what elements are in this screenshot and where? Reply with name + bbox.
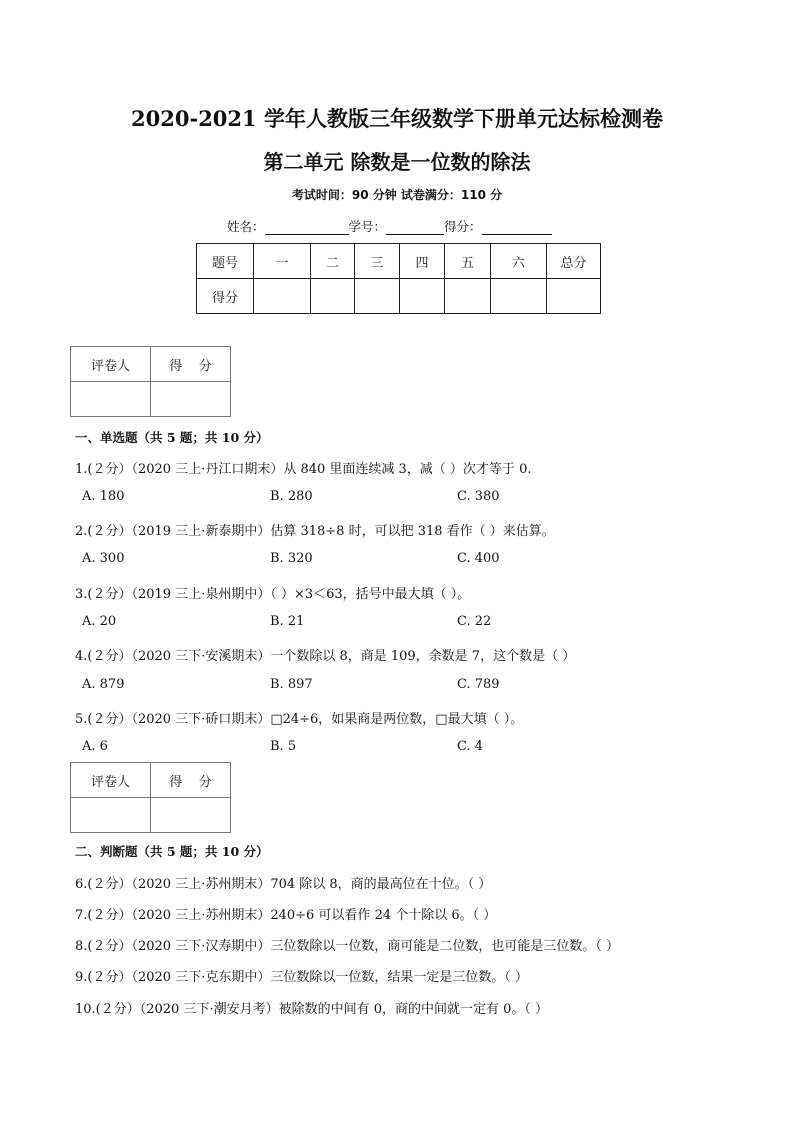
score-cell[interactable] [400,279,445,314]
grader-score-cell[interactable] [151,382,231,417]
page-subtitle: 第二单元 除数是一位数的除法 [263,150,531,174]
grader-label: 评卷人 [71,763,151,798]
question-8: 8.(２分）（2020 三下·汉寿期中）三位数除以一位数，商可能是二位数，也可能是三位数。（ ） [75,939,619,954]
student-info-row [227,217,552,235]
option-a[interactable]: A. 20 [82,614,117,629]
score-table-header-cell: 三 [355,244,400,279]
page-title: 2020-2021 学年人教版三年级数学下册单元达标检测卷 [131,106,663,131]
question-1: 1.(２分）（2020 三上·丹江口期末）从 840 里面连续减 3，减（ ）次才等于 0. [75,462,532,477]
score-cell[interactable] [491,279,547,314]
grader-name-cell[interactable] [71,798,151,833]
id-label: 学号： [348,219,387,234]
option-b[interactable]: B. 21 [270,614,305,629]
option-a[interactable]: A. 300 [82,551,125,566]
options-4 [82,677,682,695]
score-table-header-cell: 二 [311,244,355,279]
score-table-header-cell: 总分 [547,244,601,279]
option-a[interactable]: A. 180 [82,489,125,504]
question-7: 7.(２分）（2020 三上·苏州期末）240÷6 可以看作 24 个十除以 6。（ ） [75,908,497,923]
exam-info: 考试时间：90 分钟 试卷满分：110 分 [291,188,503,202]
option-c[interactable]: C. 380 [457,489,500,504]
option-b[interactable]: B. 320 [270,551,313,566]
name-field[interactable] [265,220,349,235]
grader-score-label: 得 分 [151,347,231,382]
option-a[interactable]: A. 879 [82,677,125,692]
question-6: 6.(２分）（2020 三上·苏州期末）704 除以 8，商的最高位在十位。（ ） [75,877,492,892]
section-heading: 一、单选题（共 5 题；共 10 分） [75,430,269,445]
score-cell[interactable] [547,279,601,314]
score-table-header-cell: 题号 [197,244,254,279]
options-1 [82,489,682,507]
score-table-header-cell: 五 [445,244,491,279]
question-10: 10.(２分）（2020 三下·潮安月考）被除数的中间有 0，商的中间就一定有 0。（ ） [75,1002,549,1017]
option-b[interactable]: B. 280 [270,489,313,504]
score-cell[interactable] [254,279,311,314]
grader-score-label: 得 分 [151,763,231,798]
option-a[interactable]: A. 6 [82,739,108,754]
score-row-label: 得分 [197,279,254,314]
grader-box [70,346,231,417]
options-2 [82,551,682,569]
question-9: 9.(２分）（2020 三下·克东期中）三位数除以一位数，结果一定是三位数。（ ） [75,970,528,985]
score-cell[interactable] [311,279,355,314]
score-table-header-cell: 六 [491,244,547,279]
score-cell[interactable] [355,279,400,314]
question-3: 3.(２分）（2019 三上·泉州期中）（ ）×3＜63，括号中最大填（ ）。 [75,587,471,602]
option-c[interactable]: C. 4 [457,739,484,754]
grader-score-cell[interactable] [151,798,231,833]
score-field[interactable] [482,220,552,235]
score-cell[interactable] [445,279,491,314]
score-table-score-row [197,279,601,314]
name-label: 姓名： [227,219,265,234]
option-b[interactable]: B. 5 [270,739,297,754]
score-label: 得分： [444,219,482,234]
option-c[interactable]: C. 22 [457,614,492,629]
question-2: 2.(２分）（2019 三上·新泰期中）估算 318÷8 时，可以把 318 看作（ ）来估算。 [75,524,555,539]
option-b[interactable]: B. 897 [270,677,313,692]
option-c[interactable]: C. 400 [457,551,500,566]
score-table-header-cell: 四 [400,244,445,279]
question-4: 4.(２分）（2020 三下·安溪期末）一个数除以 8，商是 109，余数是 7，这个数是（ ） [75,649,576,664]
options-5 [82,739,682,757]
grader-name-cell[interactable] [71,382,151,417]
grader-label: 评卷人 [71,347,151,382]
id-field[interactable] [386,220,444,235]
grader-box [70,762,231,833]
section-heading: 二、判断题（共 5 题；共 10 分） [75,844,269,859]
score-table [196,243,601,314]
score-table-header-row [197,244,601,279]
options-3 [82,614,682,632]
score-table-header-cell: 一 [254,244,311,279]
question-5: 5.(２分）（2020 三下·硚口期末）□24÷6，如果商是两位数，□最大填（ ）。 [75,712,524,727]
option-c[interactable]: C. 789 [457,677,500,692]
